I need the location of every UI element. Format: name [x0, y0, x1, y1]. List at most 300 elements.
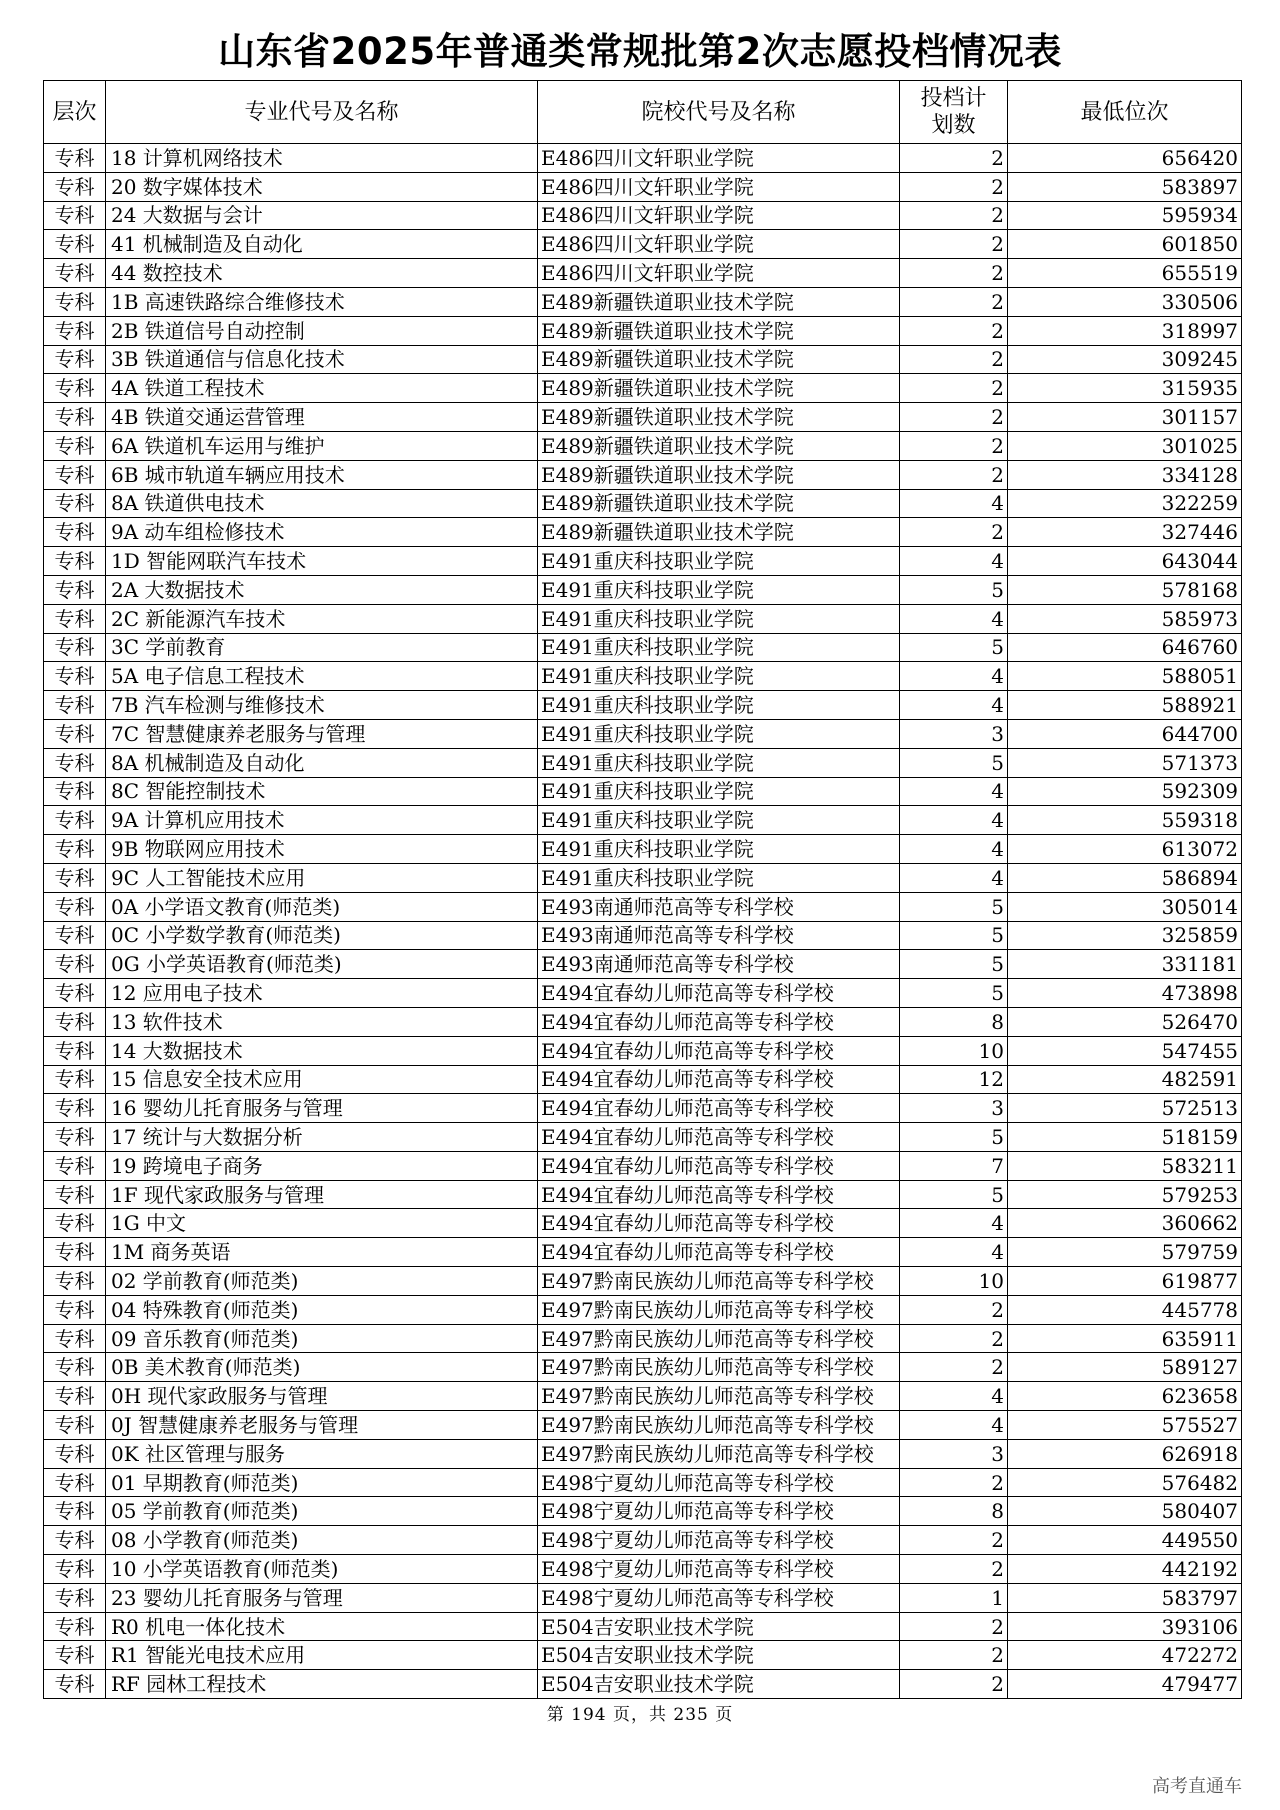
cell-level: 专科: [44, 547, 106, 576]
cell-major: 7C 智慧健康养老服务与管理: [106, 719, 538, 748]
cell-level: 专科: [44, 1411, 106, 1440]
cell-level: 专科: [44, 921, 106, 950]
cell-school: E504吉安职业技术学院: [538, 1612, 900, 1641]
cell-school: E486四川文轩职业学院: [538, 259, 900, 288]
table-row: [44, 1007, 1242, 1036]
cell-plan: 2: [900, 345, 1008, 374]
cell-school: E497黔南民族幼儿师范高等专科学校: [538, 1353, 900, 1382]
cell-rank: 613072: [1008, 835, 1242, 864]
cell-rank: 576482: [1008, 1468, 1242, 1497]
cell-level: 专科: [44, 892, 106, 921]
cell-major: 4A 铁道工程技术: [106, 374, 538, 403]
header-plan-line2: 划数: [931, 113, 976, 138]
cell-school: E498宁夏幼儿师范高等专科学校: [538, 1497, 900, 1526]
cell-level: 专科: [44, 287, 106, 316]
table-row: [44, 748, 1242, 777]
table-row: [44, 489, 1242, 518]
cell-major: 01 早期教育(师范类): [106, 1468, 538, 1497]
table-row: [44, 1238, 1242, 1267]
cell-school: E491重庆科技职业学院: [538, 662, 900, 691]
cell-plan: 5: [900, 1123, 1008, 1152]
cell-school: E494宜春幼儿师范高等专科学校: [538, 1065, 900, 1094]
cell-major: 1G 中文: [106, 1209, 538, 1238]
cell-plan: 4: [900, 1209, 1008, 1238]
cell-school: E491重庆科技职业学院: [538, 748, 900, 777]
table-row: [44, 201, 1242, 230]
cell-rank: 646760: [1008, 633, 1242, 662]
cell-school: E497黔南民族幼儿师范高等专科学校: [538, 1382, 900, 1411]
cell-level: 专科: [44, 1123, 106, 1152]
cell-school: E494宜春幼儿师范高等专科学校: [538, 1209, 900, 1238]
table-row: [44, 921, 1242, 950]
cell-plan: 5: [900, 1180, 1008, 1209]
cell-plan: 4: [900, 1411, 1008, 1440]
cell-level: 专科: [44, 1151, 106, 1180]
cell-level: 专科: [44, 316, 106, 345]
cell-level: 专科: [44, 518, 106, 547]
cell-level: 专科: [44, 1209, 106, 1238]
cell-rank: 588051: [1008, 662, 1242, 691]
cell-level: 专科: [44, 1439, 106, 1468]
header-major: 专业代号及名称: [106, 81, 538, 144]
cell-school: E494宜春幼儿师范高等专科学校: [538, 1007, 900, 1036]
cell-plan: 8: [900, 1497, 1008, 1526]
cell-major: 05 学前教育(师范类): [106, 1497, 538, 1526]
table-row: [44, 1439, 1242, 1468]
table-row: [44, 172, 1242, 201]
cell-rank: 656420: [1008, 144, 1242, 173]
cell-level: 专科: [44, 1526, 106, 1555]
table-row: [44, 431, 1242, 460]
table-row: [44, 1670, 1242, 1699]
cell-school: E491重庆科技职业学院: [538, 575, 900, 604]
table-row: [44, 1094, 1242, 1123]
cell-level: 专科: [44, 633, 106, 662]
table-row: [44, 460, 1242, 489]
cell-school: E486四川文轩职业学院: [538, 201, 900, 230]
cell-school: E497黔南民族幼儿师范高等专科学校: [538, 1439, 900, 1468]
cell-school: E493南通师范高等专科学校: [538, 950, 900, 979]
cell-plan: 7: [900, 1151, 1008, 1180]
cell-major: 1B 高速铁路综合维修技术: [106, 287, 538, 316]
cell-level: 专科: [44, 1382, 106, 1411]
cell-school: E498宁夏幼儿师范高等专科学校: [538, 1555, 900, 1584]
cell-plan: 2: [900, 374, 1008, 403]
cell-school: E497黔南民族幼儿师范高等专科学校: [538, 1324, 900, 1353]
cell-rank: 592309: [1008, 777, 1242, 806]
cell-rank: 579253: [1008, 1180, 1242, 1209]
cell-level: 专科: [44, 863, 106, 892]
header-row: [44, 81, 1242, 144]
cell-school: E489新疆铁道职业技术学院: [538, 316, 900, 345]
admission-table: [43, 80, 1242, 1699]
cell-rank: 571373: [1008, 748, 1242, 777]
cell-major: RF 园林工程技术: [106, 1670, 538, 1699]
cell-plan: 4: [900, 547, 1008, 576]
cell-plan: 2: [900, 1353, 1008, 1382]
cell-level: 专科: [44, 345, 106, 374]
cell-plan: 2: [900, 403, 1008, 432]
cell-plan: 5: [900, 979, 1008, 1008]
cell-rank: 619877: [1008, 1267, 1242, 1296]
table-row: [44, 719, 1242, 748]
cell-rank: 472272: [1008, 1641, 1242, 1670]
cell-major: 9A 计算机应用技术: [106, 806, 538, 835]
cell-school: E491重庆科技职业学院: [538, 691, 900, 720]
cell-rank: 588921: [1008, 691, 1242, 720]
cell-plan: 4: [900, 691, 1008, 720]
cell-major: 17 统计与大数据分析: [106, 1123, 538, 1152]
cell-level: 专科: [44, 806, 106, 835]
cell-plan: 2: [900, 172, 1008, 201]
cell-rank: 589127: [1008, 1353, 1242, 1382]
cell-plan: 2: [900, 1526, 1008, 1555]
cell-level: 专科: [44, 1641, 106, 1670]
cell-level: 专科: [44, 748, 106, 777]
table-row: [44, 633, 1242, 662]
cell-level: 专科: [44, 1036, 106, 1065]
cell-major: 04 特殊教育(师范类): [106, 1295, 538, 1324]
table-row: [44, 1382, 1242, 1411]
cell-major: 16 婴幼儿托育服务与管理: [106, 1094, 538, 1123]
cell-rank: 334128: [1008, 460, 1242, 489]
cell-school: E489新疆铁道职业技术学院: [538, 489, 900, 518]
cell-major: 24 大数据与会计: [106, 201, 538, 230]
cell-rank: 442192: [1008, 1555, 1242, 1584]
table-row: [44, 547, 1242, 576]
table-row: [44, 316, 1242, 345]
table-row: [44, 1641, 1242, 1670]
cell-school: E491重庆科技职业学院: [538, 777, 900, 806]
cell-rank: 309245: [1008, 345, 1242, 374]
cell-rank: 331181: [1008, 950, 1242, 979]
cell-major: 44 数控技术: [106, 259, 538, 288]
cell-plan: 4: [900, 1382, 1008, 1411]
table-row: [44, 662, 1242, 691]
cell-level: 专科: [44, 1468, 106, 1497]
cell-major: 23 婴幼儿托育服务与管理: [106, 1583, 538, 1612]
cell-plan: 3: [900, 719, 1008, 748]
cell-school: E491重庆科技职业学院: [538, 719, 900, 748]
cell-level: 专科: [44, 460, 106, 489]
cell-major: 12 应用电子技术: [106, 979, 538, 1008]
cell-rank: 301025: [1008, 431, 1242, 460]
cell-rank: 595934: [1008, 201, 1242, 230]
cell-rank: 626918: [1008, 1439, 1242, 1468]
table-row: [44, 1324, 1242, 1353]
cell-rank: 585973: [1008, 604, 1242, 633]
cell-rank: 327446: [1008, 518, 1242, 547]
cell-rank: 586894: [1008, 863, 1242, 892]
cell-plan: 4: [900, 1238, 1008, 1267]
cell-school: E489新疆铁道职业技术学院: [538, 287, 900, 316]
table-row: [44, 950, 1242, 979]
cell-plan: 2: [900, 1555, 1008, 1584]
table-row: [44, 345, 1242, 374]
cell-major: 18 计算机网络技术: [106, 144, 538, 173]
cell-school: E494宜春幼儿师范高等专科学校: [538, 1151, 900, 1180]
cell-rank: 579759: [1008, 1238, 1242, 1267]
cell-school: E491重庆科技职业学院: [538, 806, 900, 835]
table-row: [44, 230, 1242, 259]
table-row: [44, 777, 1242, 806]
table-row: [44, 806, 1242, 835]
cell-level: 专科: [44, 1612, 106, 1641]
cell-major: 08 小学教育(师范类): [106, 1526, 538, 1555]
table-row: [44, 892, 1242, 921]
cell-level: 专科: [44, 1555, 106, 1584]
cell-major: 0K 社区管理与服务: [106, 1439, 538, 1468]
cell-school: E491重庆科技职业学院: [538, 604, 900, 633]
cell-rank: 318997: [1008, 316, 1242, 345]
table-row: [44, 1612, 1242, 1641]
cell-rank: 643044: [1008, 547, 1242, 576]
table-row: [44, 1209, 1242, 1238]
cell-rank: 575527: [1008, 1411, 1242, 1440]
cell-level: 专科: [44, 1007, 106, 1036]
cell-major: 7B 汽车检测与维修技术: [106, 691, 538, 720]
header-level: 层次: [44, 81, 106, 144]
cell-major: 1D 智能网联汽车技术: [106, 547, 538, 576]
table-row: [44, 1353, 1242, 1382]
cell-plan: 5: [900, 633, 1008, 662]
cell-plan: 2: [900, 518, 1008, 547]
cell-rank: 325859: [1008, 921, 1242, 950]
cell-level: 专科: [44, 201, 106, 230]
cell-major: 2A 大数据技术: [106, 575, 538, 604]
cell-school: E497黔南民族幼儿师范高等专科学校: [538, 1295, 900, 1324]
table-row: [44, 1526, 1242, 1555]
cell-plan: 2: [900, 201, 1008, 230]
cell-school: E491重庆科技职业学院: [538, 547, 900, 576]
cell-major: R1 智能光电技术应用: [106, 1641, 538, 1670]
cell-level: 专科: [44, 431, 106, 460]
cell-plan: 3: [900, 1439, 1008, 1468]
cell-rank: 315935: [1008, 374, 1242, 403]
cell-major: 6B 城市轨道车辆应用技术: [106, 460, 538, 489]
cell-rank: 572513: [1008, 1094, 1242, 1123]
cell-major: 6A 铁道机车运用与维护: [106, 431, 538, 460]
cell-rank: 655519: [1008, 259, 1242, 288]
cell-rank: 445778: [1008, 1295, 1242, 1324]
cell-rank: 547455: [1008, 1036, 1242, 1065]
cell-plan: 1: [900, 1583, 1008, 1612]
table-row: [44, 1065, 1242, 1094]
cell-level: 专科: [44, 1324, 106, 1353]
cell-school: E491重庆科技职业学院: [538, 835, 900, 864]
cell-major: 3C 学前教育: [106, 633, 538, 662]
table-row: [44, 1295, 1242, 1324]
cell-level: 专科: [44, 1353, 106, 1382]
cell-school: E497黔南民族幼儿师范高等专科学校: [538, 1411, 900, 1440]
cell-major: 8C 智能控制技术: [106, 777, 538, 806]
cell-school: E489新疆铁道职业技术学院: [538, 345, 900, 374]
table-row: [44, 835, 1242, 864]
cell-plan: 10: [900, 1267, 1008, 1296]
cell-level: 专科: [44, 489, 106, 518]
cell-major: 20 数字媒体技术: [106, 172, 538, 201]
cell-rank: 360662: [1008, 1209, 1242, 1238]
cell-plan: 4: [900, 662, 1008, 691]
cell-plan: 2: [900, 144, 1008, 173]
cell-level: 专科: [44, 1094, 106, 1123]
cell-rank: 301157: [1008, 403, 1242, 432]
table-row: [44, 403, 1242, 432]
cell-plan: 10: [900, 1036, 1008, 1065]
cell-rank: 578168: [1008, 575, 1242, 604]
cell-plan: 2: [900, 1295, 1008, 1324]
table-row: [44, 1583, 1242, 1612]
cell-major: 3B 铁道通信与信息化技术: [106, 345, 538, 374]
cell-major: 2C 新能源汽车技术: [106, 604, 538, 633]
cell-school: E489新疆铁道职业技术学院: [538, 374, 900, 403]
cell-level: 专科: [44, 403, 106, 432]
table-row: [44, 1151, 1242, 1180]
table-row: [44, 1555, 1242, 1584]
cell-school: E504吉安职业技术学院: [538, 1641, 900, 1670]
header-rank: 最低位次: [1008, 81, 1242, 144]
cell-major: 5A 电子信息工程技术: [106, 662, 538, 691]
cell-plan: 2: [900, 287, 1008, 316]
header-plan-line1: 投档计: [920, 86, 987, 111]
cell-school: E491重庆科技职业学院: [538, 863, 900, 892]
cell-school: E494宜春幼儿师范高等专科学校: [538, 1036, 900, 1065]
table-row: [44, 1036, 1242, 1065]
cell-rank: 518159: [1008, 1123, 1242, 1152]
cell-plan: 3: [900, 1094, 1008, 1123]
cell-level: 专科: [44, 1670, 106, 1699]
cell-major: 14 大数据技术: [106, 1036, 538, 1065]
cell-rank: 322259: [1008, 489, 1242, 518]
cell-rank: 580407: [1008, 1497, 1242, 1526]
watermark: 高考直通车: [1152, 1776, 1242, 1797]
cell-major: 0J 智慧健康养老服务与管理: [106, 1411, 538, 1440]
cell-level: 专科: [44, 1065, 106, 1094]
table-row: [44, 1180, 1242, 1209]
cell-level: 专科: [44, 604, 106, 633]
cell-plan: 5: [900, 892, 1008, 921]
cell-school: E494宜春幼儿师范高等专科学校: [538, 1238, 900, 1267]
cell-level: 专科: [44, 835, 106, 864]
cell-plan: 2: [900, 1641, 1008, 1670]
cell-level: 专科: [44, 719, 106, 748]
cell-plan: 2: [900, 316, 1008, 345]
cell-plan: 2: [900, 460, 1008, 489]
cell-plan: 2: [900, 259, 1008, 288]
cell-major: 13 软件技术: [106, 1007, 538, 1036]
header-plan: [900, 81, 1008, 144]
cell-level: 专科: [44, 230, 106, 259]
cell-school: E491重庆科技职业学院: [538, 633, 900, 662]
cell-plan: 4: [900, 806, 1008, 835]
table-row: [44, 518, 1242, 547]
table-row: [44, 1411, 1242, 1440]
cell-major: 8A 铁道供电技术: [106, 489, 538, 518]
cell-school: E498宁夏幼儿师范高等专科学校: [538, 1468, 900, 1497]
page-footer: 第 194 页，共 235 页: [546, 1705, 734, 1725]
cell-level: 专科: [44, 1180, 106, 1209]
cell-rank: 305014: [1008, 892, 1242, 921]
cell-plan: 4: [900, 489, 1008, 518]
cell-rank: 393106: [1008, 1612, 1242, 1641]
table-row: [44, 1497, 1242, 1526]
cell-school: E494宜春幼儿师范高等专科学校: [538, 979, 900, 1008]
cell-rank: 479477: [1008, 1670, 1242, 1699]
cell-rank: 623658: [1008, 1382, 1242, 1411]
cell-major: 02 学前教育(师范类): [106, 1267, 538, 1296]
cell-major: 10 小学英语教育(师范类): [106, 1555, 538, 1584]
cell-major: 1F 现代家政服务与管理: [106, 1180, 538, 1209]
table-row: [44, 604, 1242, 633]
cell-plan: 12: [900, 1065, 1008, 1094]
table-row: [44, 979, 1242, 1008]
cell-school: E504吉安职业技术学院: [538, 1670, 900, 1699]
cell-plan: 4: [900, 604, 1008, 633]
cell-plan: 4: [900, 835, 1008, 864]
table-row: [44, 1468, 1242, 1497]
cell-school: E494宜春幼儿师范高等专科学校: [538, 1180, 900, 1209]
cell-rank: 601850: [1008, 230, 1242, 259]
table-row: [44, 374, 1242, 403]
cell-plan: 4: [900, 777, 1008, 806]
cell-major: 41 机械制造及自动化: [106, 230, 538, 259]
cell-major: 9A 动车组检修技术: [106, 518, 538, 547]
cell-major: 09 音乐教育(师范类): [106, 1324, 538, 1353]
cell-rank: 583797: [1008, 1583, 1242, 1612]
cell-school: E493南通师范高等专科学校: [538, 921, 900, 950]
cell-level: 专科: [44, 777, 106, 806]
cell-level: 专科: [44, 662, 106, 691]
cell-school: E489新疆铁道职业技术学院: [538, 460, 900, 489]
cell-level: 专科: [44, 259, 106, 288]
cell-level: 专科: [44, 1267, 106, 1296]
header-school: 院校代号及名称: [538, 81, 900, 144]
cell-rank: 449550: [1008, 1526, 1242, 1555]
cell-plan: 8: [900, 1007, 1008, 1036]
table-row: [44, 575, 1242, 604]
cell-rank: 644700: [1008, 719, 1242, 748]
table-row: [44, 1123, 1242, 1152]
cell-plan: 2: [900, 1670, 1008, 1699]
cell-school: E486四川文轩职业学院: [538, 144, 900, 173]
cell-rank: 583897: [1008, 172, 1242, 201]
cell-plan: 2: [900, 1612, 1008, 1641]
cell-major: 0A 小学语文教育(师范类): [106, 892, 538, 921]
table-row: [44, 144, 1242, 173]
cell-plan: 5: [900, 575, 1008, 604]
cell-level: 专科: [44, 1497, 106, 1526]
cell-school: E486四川文轩职业学院: [538, 230, 900, 259]
cell-plan: 5: [900, 748, 1008, 777]
cell-major: 9C 人工智能技术应用: [106, 863, 538, 892]
cell-major: 2B 铁道信号自动控制: [106, 316, 538, 345]
cell-plan: 2: [900, 431, 1008, 460]
cell-level: 专科: [44, 1238, 106, 1267]
table-body: [44, 144, 1242, 1699]
cell-school: E493南通师范高等专科学校: [538, 892, 900, 921]
cell-rank: 559318: [1008, 806, 1242, 835]
cell-major: 0G 小学英语教育(师范类): [106, 950, 538, 979]
cell-major: R0 机电一体化技术: [106, 1612, 538, 1641]
cell-major: 15 信息安全技术应用: [106, 1065, 538, 1094]
cell-school: E498宁夏幼儿师范高等专科学校: [538, 1583, 900, 1612]
cell-school: E497黔南民族幼儿师范高等专科学校: [538, 1267, 900, 1296]
cell-school: E498宁夏幼儿师范高等专科学校: [538, 1526, 900, 1555]
cell-level: 专科: [44, 691, 106, 720]
cell-major: 9B 物联网应用技术: [106, 835, 538, 864]
cell-major: 0B 美术教育(师范类): [106, 1353, 538, 1382]
page-title: 山东省2025年普通类常规批第2次志愿投档情况表: [218, 30, 1062, 73]
